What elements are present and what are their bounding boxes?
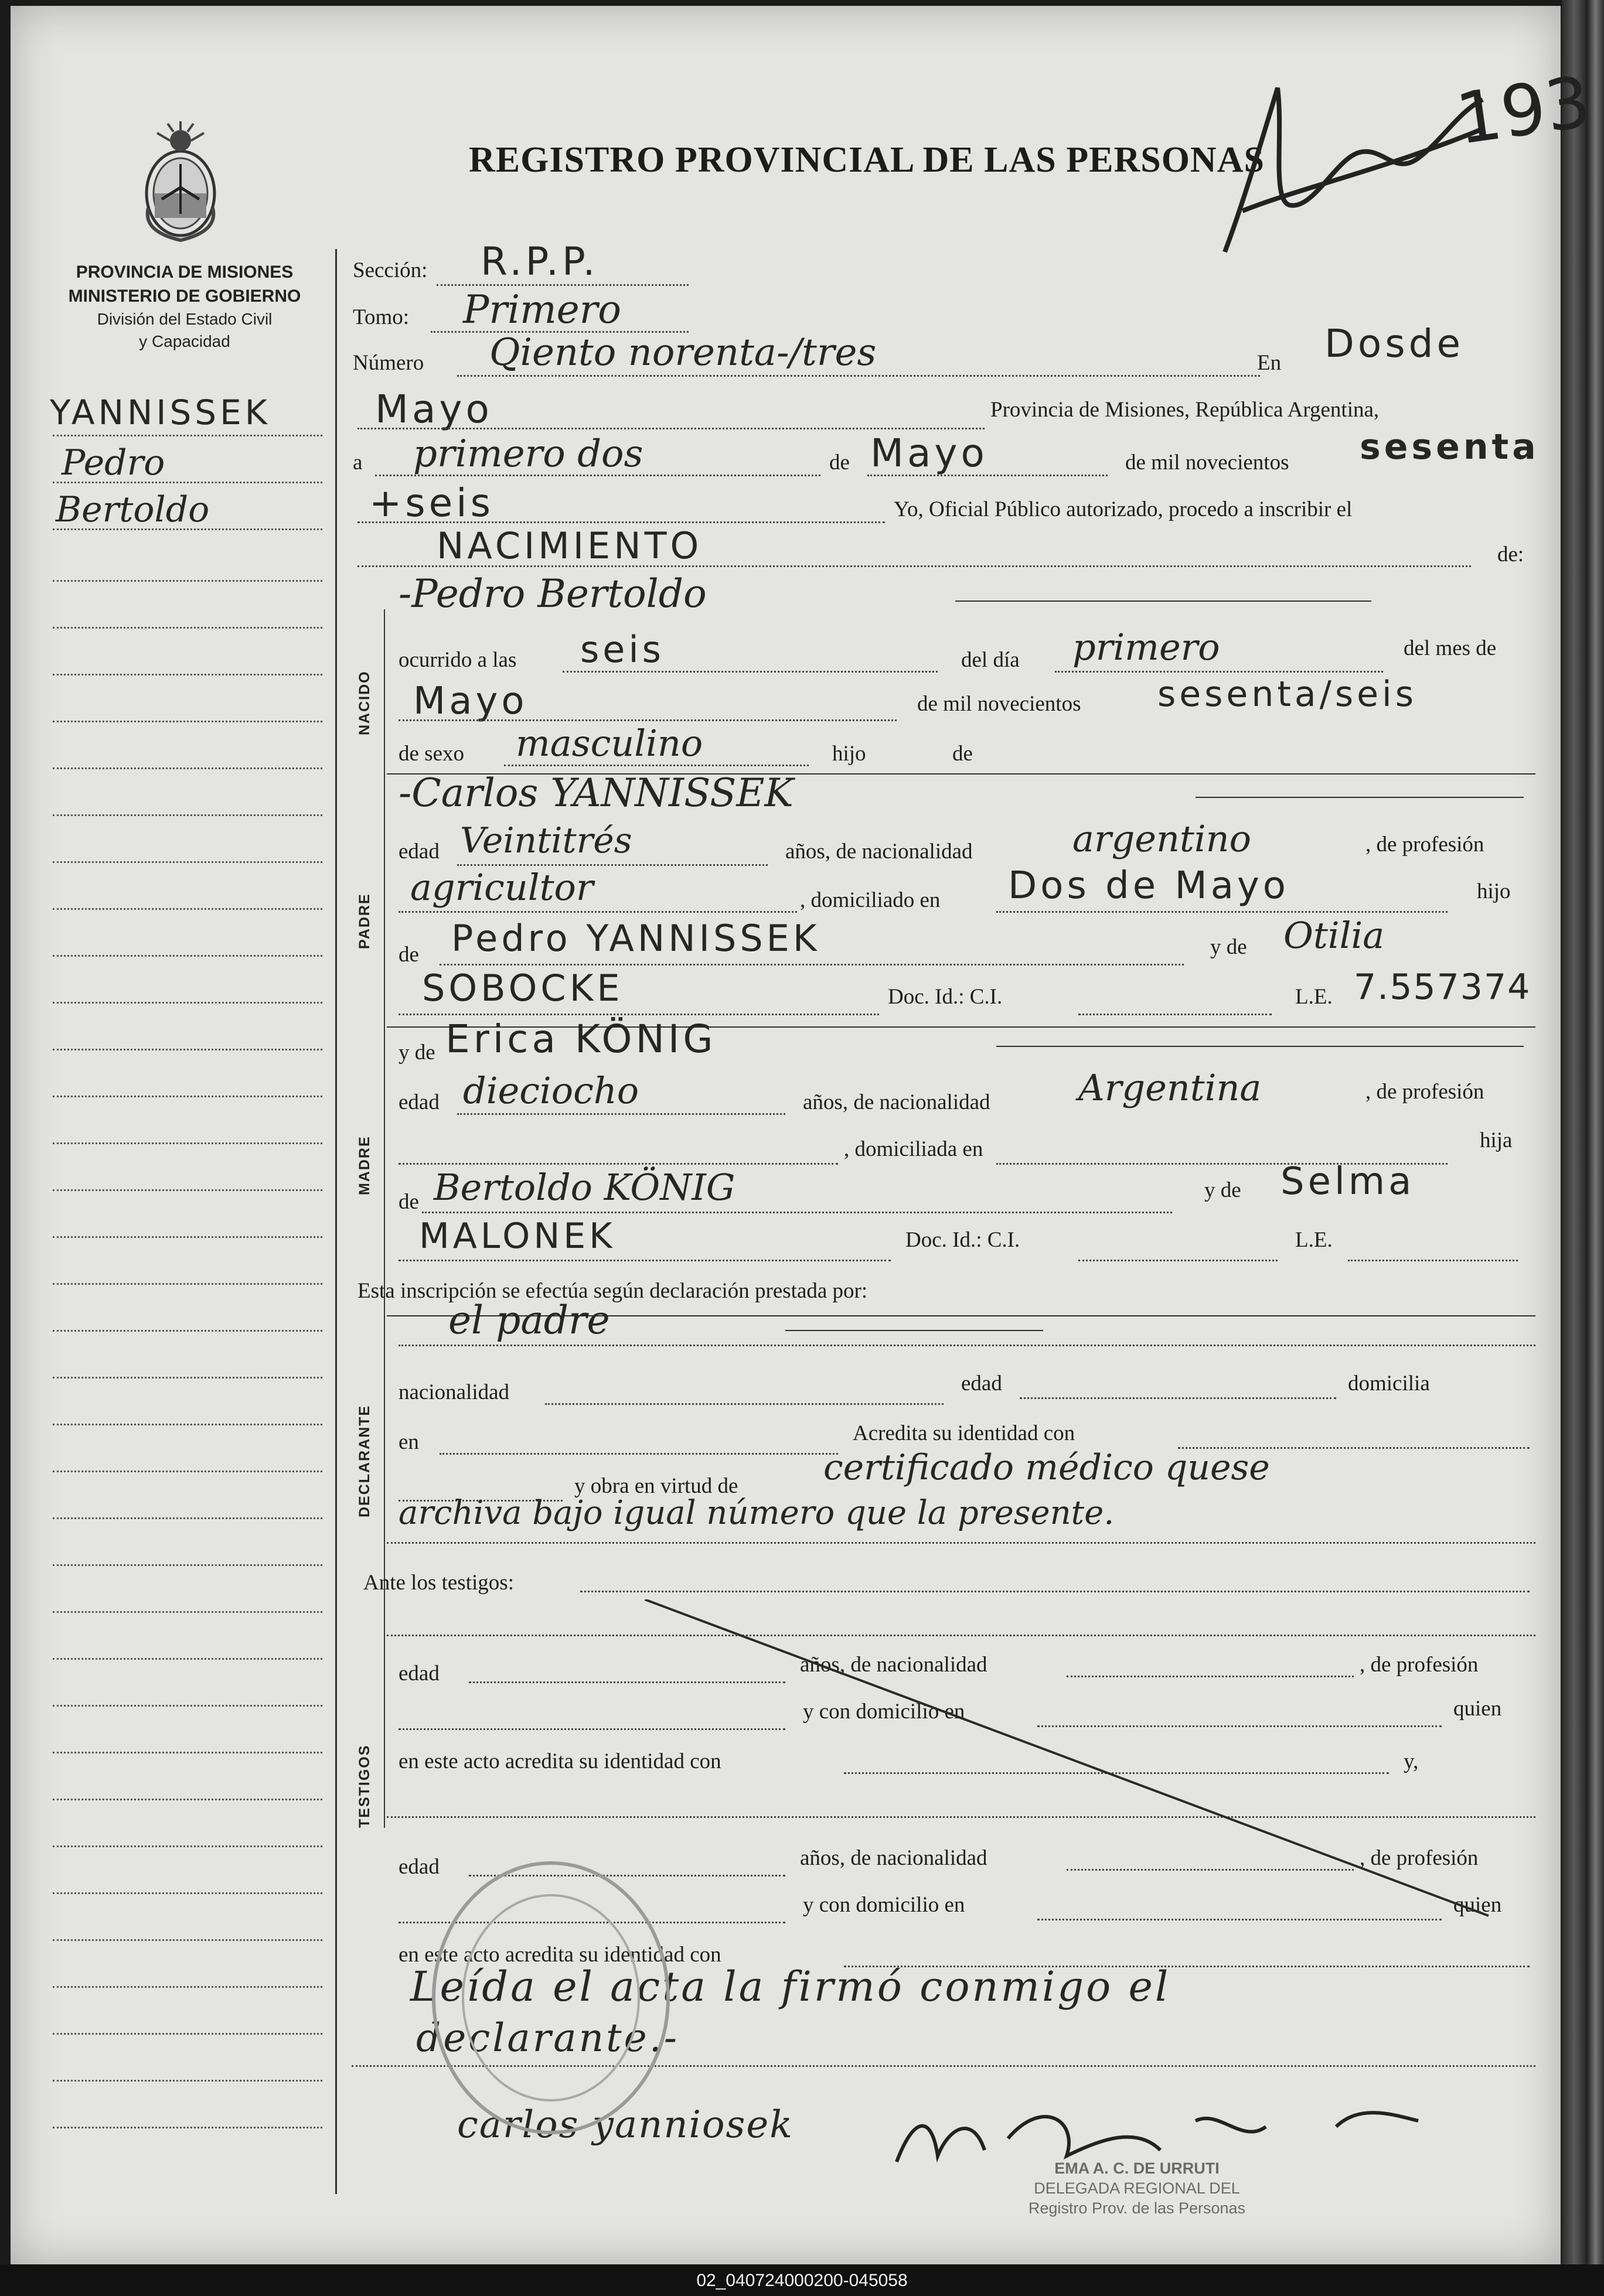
- madre-edad-label: edad: [399, 1090, 440, 1114]
- place-line: [357, 428, 985, 429]
- officer-text: Yo, Oficial Público autorizado, procedo a inscribir el: [894, 497, 1353, 521]
- nacido-month: Mayo: [413, 680, 528, 723]
- declarante-value: el padre: [448, 1298, 610, 1343]
- day-words: primero dos: [413, 432, 643, 476]
- madre-father: Bertoldo KÖNIG: [434, 1166, 735, 1209]
- numero-value: Qiento norenta-/tres: [489, 331, 877, 374]
- closing-line-1: Leída el acta la firmó conmigo el: [410, 1963, 1171, 2011]
- tomo-label: Tomo:: [353, 305, 410, 329]
- place-1: Dosde: [1324, 321, 1465, 366]
- padre-domicilio: Dos de Mayo: [1008, 864, 1289, 908]
- declarante-section-label: DECLARANTE: [356, 1404, 373, 1517]
- madre-edad-line: [457, 1113, 785, 1115]
- sexo-label: de sexo: [399, 742, 464, 766]
- delegate-stamp-line-1: EMA A. C. DE URRUTI: [1054, 2159, 1220, 2177]
- madre-name-line: [996, 1046, 1524, 1047]
- padre-father-line: [440, 964, 1184, 966]
- madre-edad: dieciocho: [463, 1069, 639, 1112]
- madre-le-line: [1348, 1260, 1518, 1261]
- padre-doc-line: [1078, 1014, 1272, 1015]
- section-divider: [384, 609, 385, 1828]
- declarant-signature: carlos yanniosek: [457, 2103, 794, 2147]
- margin-signature: [1207, 64, 1512, 264]
- madre-y-de-label: y de: [399, 1040, 435, 1065]
- year-value-2: +seis: [369, 480, 495, 526]
- testigo2-quien-label: quien: [1453, 1893, 1502, 1917]
- declarante-dom-label: domicilia: [1348, 1372, 1430, 1396]
- declarante-en-line: [440, 1453, 838, 1455]
- en-label: En: [1257, 351, 1282, 375]
- declarante-nac-label: nacionalidad: [399, 1380, 510, 1404]
- hijo-label: hijo: [832, 742, 866, 766]
- de-colon-label: de:: [1497, 543, 1524, 567]
- padre-y-de-label: y de: [1210, 935, 1247, 959]
- padre-le-label: L.E.: [1295, 985, 1333, 1009]
- padre-le-value: 7.557374: [1354, 967, 1531, 1008]
- book-spine: [1562, 0, 1604, 2296]
- padre-mother-1: Otilia: [1283, 914, 1385, 957]
- sexo-line: [504, 765, 809, 766]
- nacido-year: sesenta/seis: [1157, 674, 1417, 715]
- issuer-capacity: y Capacidad: [139, 332, 230, 350]
- closing-line-2: declarante.-: [416, 2015, 679, 2060]
- padre-nac-label: años, de nacionalidad: [785, 840, 973, 864]
- declarante-edad-line: [1020, 1397, 1336, 1399]
- column-divider: [335, 249, 337, 2194]
- issuer-block: [35, 261, 334, 353]
- testigos-intro-line: [580, 1591, 1530, 1592]
- padre-dom-label: , domiciliado en: [800, 888, 941, 912]
- delegate-stamp: [1014, 2159, 1260, 2218]
- padre-section-label: PADRE: [356, 893, 373, 949]
- testigo2-edad-label: edad: [399, 1855, 440, 1879]
- padre-hijo-label: hijo: [1477, 879, 1511, 903]
- padre-doc-label: Doc. Id.: C.I.: [888, 985, 1003, 1009]
- declarante-edad-label: edad: [961, 1372, 1002, 1396]
- madre-doc-label: Doc. Id.: C.I.: [905, 1228, 1020, 1252]
- round-stamp-icon: [422, 1851, 680, 2144]
- delegate-stamp-line-2: DELEGADA REGIONAL DEL: [1034, 2179, 1240, 2197]
- cancellation-stroke: [645, 1599, 1524, 1922]
- madre-y-de2-label: y de: [1204, 1178, 1241, 1202]
- declarante-acredita-label: Acredita su identidad con: [853, 1421, 1075, 1445]
- numero-line: [457, 375, 1260, 377]
- padre-mother-2: SOBOCKE: [422, 967, 624, 1009]
- a-label: a: [353, 451, 363, 475]
- padre-profesion-line: [399, 911, 797, 913]
- madre-le-label: L.E.: [1295, 1228, 1333, 1252]
- nacido-hour: seis: [580, 628, 665, 671]
- testigo2-nac-label: años, de nacionalidad: [800, 1846, 987, 1870]
- madre-de-label: de: [399, 1190, 419, 1214]
- padre-name: -Carlos YANNISSEK: [399, 770, 794, 816]
- coat-of-arms-icon: [134, 120, 227, 246]
- place-2: Mayo: [375, 387, 493, 432]
- declarante-value-line: [785, 1330, 1043, 1331]
- testigo1-y-label: y,: [1404, 1749, 1419, 1773]
- madre-dom-label: , domiciliada en: [844, 1137, 983, 1161]
- testigo1-edad-label: edad: [399, 1662, 440, 1686]
- testigo2-dom-label: y con domicilio en: [803, 1893, 965, 1917]
- act-line: [357, 565, 1471, 567]
- testigo1-prof-label: , de profesión: [1360, 1653, 1479, 1677]
- padre-edad-label: edad: [399, 840, 440, 864]
- day-line: [375, 475, 820, 476]
- hour-line: [563, 671, 938, 673]
- padre-profesion: agricultor: [410, 866, 594, 909]
- nacido-name-line: [955, 601, 1371, 602]
- birth-month-line: [399, 719, 897, 721]
- testigo1-dom-label: y con domicilio en: [803, 1700, 965, 1724]
- madre-nac-label: años, de nacionalidad: [803, 1090, 990, 1114]
- padre-domicilio-line: [996, 911, 1448, 913]
- madre-prof-label: , de profesión: [1365, 1080, 1484, 1104]
- seccion-label: Sección:: [353, 258, 428, 282]
- act-type: NACIMIENTO: [437, 524, 703, 567]
- declarante-obra-2: archiva bajo igual número que la presente.: [399, 1494, 1115, 1532]
- mil-label: de mil novecientos: [917, 692, 1081, 716]
- year-label: de mil novecientos: [1125, 451, 1289, 475]
- madre-father-line: [422, 1212, 1172, 1213]
- filename-caption: 02_040724000200-045058: [696, 2271, 908, 2290]
- issuer-province: PROVINCIA DE MISIONES: [76, 262, 294, 282]
- padre-prof-label: , de profesión: [1365, 833, 1484, 857]
- madre-nacionalidad: Argentina: [1078, 1066, 1262, 1109]
- numero-label: Número: [353, 351, 424, 375]
- month-line: [867, 475, 1108, 476]
- madre-mother-line: [399, 1260, 891, 1261]
- margin-given-1: Pedro: [62, 442, 165, 483]
- declarante-obra-line: [387, 1542, 1535, 1544]
- margin-surname: YANNISSEK: [50, 393, 271, 432]
- testigo1-nac-label: años, de nacionalidad: [800, 1653, 987, 1677]
- province-text: Provincia de Misiones, República Argentina,: [990, 398, 1380, 422]
- delegate-stamp-line-3: Registro Prov. de las Personas: [1028, 2199, 1246, 2217]
- madre-mother-1: Selma: [1281, 1160, 1415, 1203]
- issuer-division: División del Estado Civil: [97, 310, 273, 328]
- testigo1-quien-label: quien: [1453, 1697, 1502, 1721]
- madre-profesion-line: [399, 1163, 838, 1165]
- de-label: de: [829, 451, 850, 475]
- padre-name-line: [1196, 797, 1524, 798]
- nacido-name: -Pedro Bertoldo: [399, 571, 707, 616]
- madre-name: Erica KÖNIG: [445, 1016, 717, 1062]
- year-line: [357, 521, 885, 523]
- month-value: Mayo: [870, 431, 988, 476]
- declarante-obra-1: certificado médico quese: [823, 1447, 1270, 1488]
- del-mes-label: del mes de: [1404, 636, 1497, 660]
- nacido-day: primero: [1072, 626, 1220, 668]
- year-value-1: sesenta: [1360, 427, 1540, 468]
- ocurrido-label: ocurrido a las: [399, 648, 517, 672]
- seccion-value: R.P.P.: [481, 239, 599, 284]
- testigo2-acredita-label: en este acto acredita su identidad con: [399, 1943, 721, 1967]
- madre-hija-label: hija: [1480, 1128, 1513, 1152]
- tomo-value: Primero: [463, 287, 621, 332]
- padre-mother-line: [399, 1014, 879, 1015]
- page-number: 193: [1451, 61, 1596, 161]
- declarante-obra-label: y obra en virtud de: [574, 1474, 738, 1498]
- nacido-section-label: NACIDO: [356, 670, 373, 735]
- declarante-nac-line: [545, 1403, 944, 1405]
- padre-de-label: de: [399, 943, 419, 967]
- padre-nacionalidad: argentino: [1072, 817, 1251, 860]
- testigos-intro: Ante los testigos:: [363, 1571, 514, 1595]
- hijo-de-label: de: [952, 742, 973, 766]
- day-of-birth-line: [1055, 671, 1383, 673]
- declarante-en-label: en: [399, 1430, 419, 1454]
- margin-given-2: Bertoldo: [56, 489, 210, 530]
- declarante-line: [399, 1345, 1535, 1346]
- padre-edad: Veintitrés: [460, 820, 632, 861]
- padre-father: Pedro YANNISSEK: [451, 917, 820, 960]
- declarante-intro: Esta inscripción se efectúa según declaración prestada por:: [357, 1279, 868, 1303]
- nacido-sexo: masculino: [516, 722, 703, 765]
- testigo1-acredita-label: en este acto acredita su identidad con: [399, 1749, 721, 1773]
- del-dia-label: del día: [961, 648, 1020, 672]
- madre-section-label: MADRE: [356, 1135, 373, 1195]
- document-title: REGISTRO PROVINCIAL DE LAS PERSONAS: [469, 140, 1265, 180]
- madre-doc-line: [1078, 1260, 1278, 1261]
- testigos-section-label: TESTIGOS: [356, 1744, 373, 1828]
- seccion-line: [437, 284, 689, 286]
- madre-mother-2: MALONEK: [419, 1216, 616, 1257]
- testigo2-prof-label: , de profesión: [1360, 1846, 1479, 1870]
- issuer-ministry: MINISTERIO DE GOBIERNO: [68, 286, 301, 306]
